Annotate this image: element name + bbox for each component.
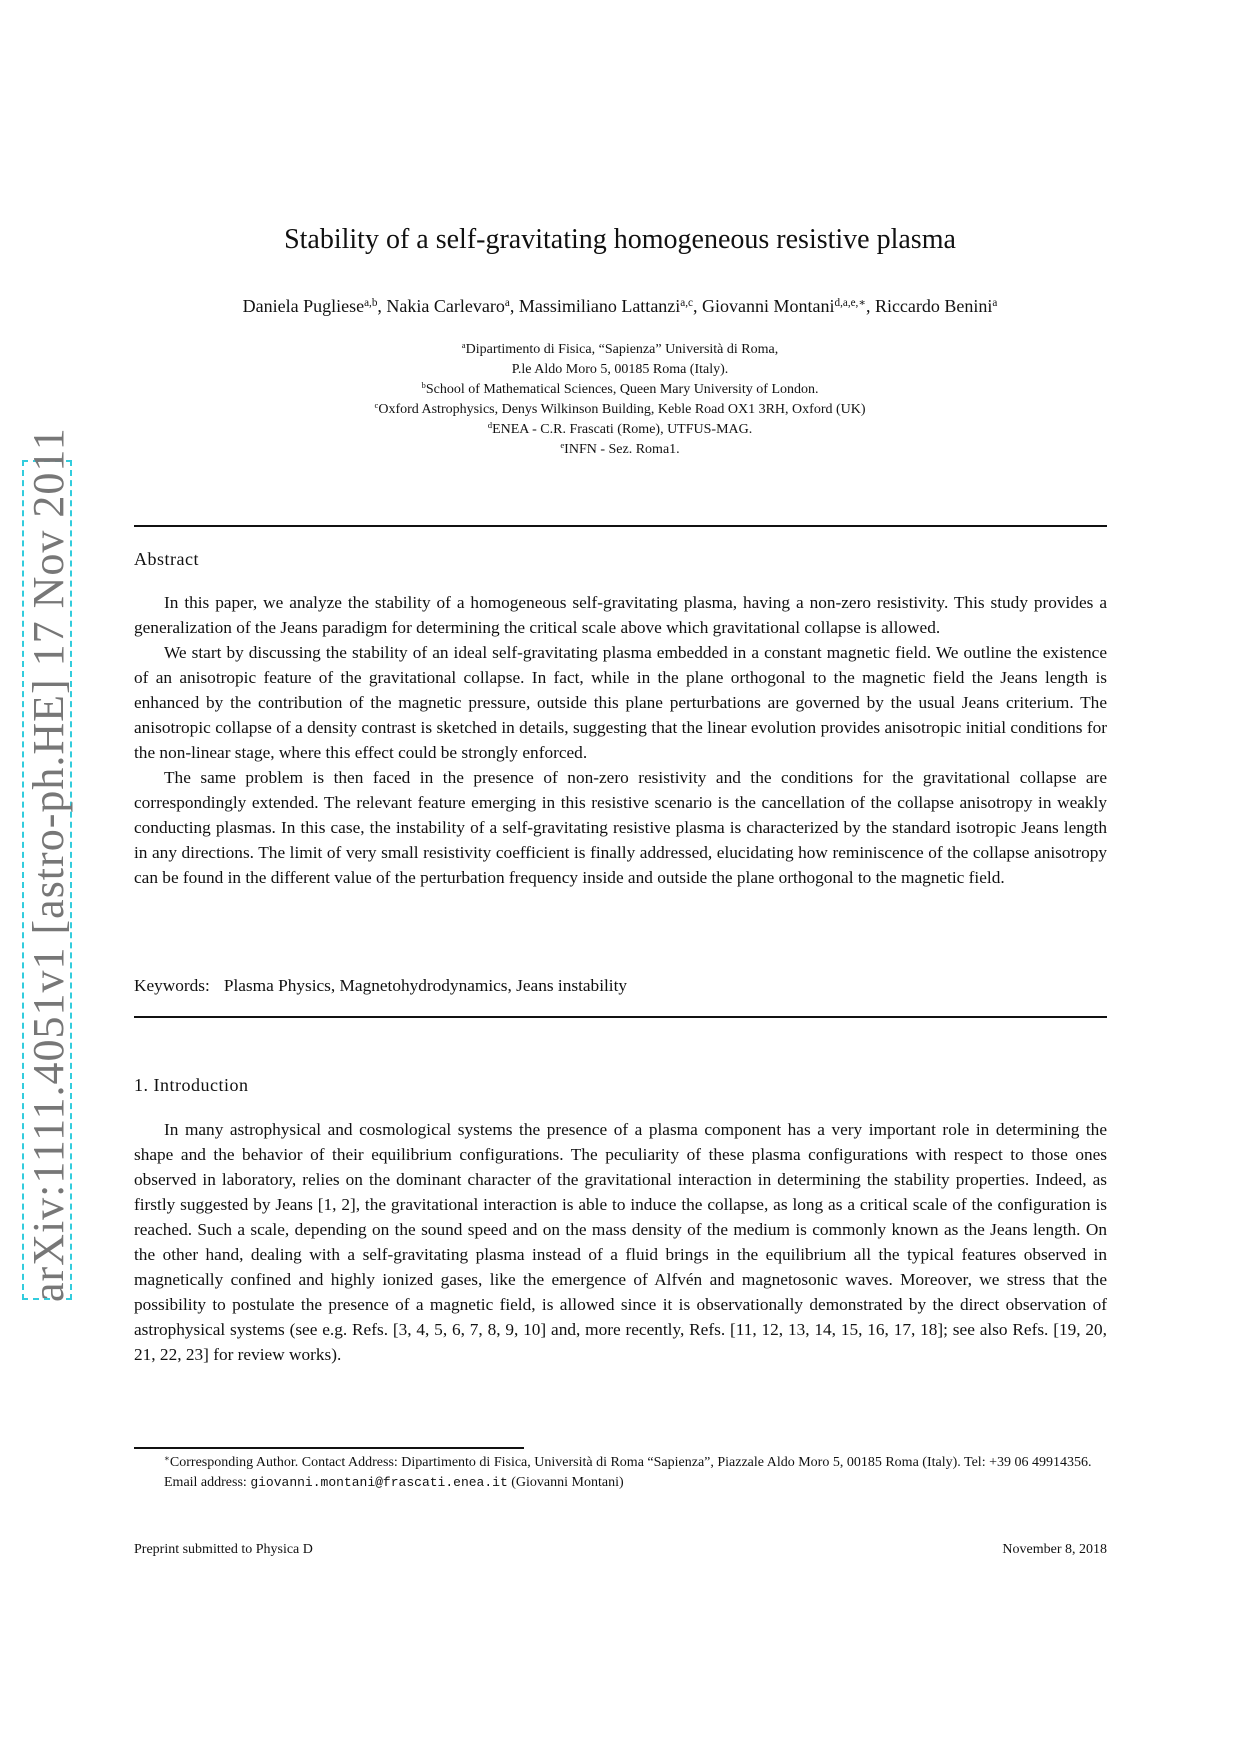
- abstract-paragraph: In this paper, we analyze the stability of a homogeneous self-gravitating plasma, having a non-zero resistivity. This study provides a generalization of the Jeans paradigm for determining the critical scale above which gravitational collapse is allowed.: [134, 593, 1107, 637]
- email-label: Email address:: [164, 1475, 247, 1490]
- abstract-body: [134, 590, 1107, 890]
- author-affiliation-mark: a: [504, 296, 510, 309]
- author: [519, 296, 693, 316]
- author: [875, 296, 997, 316]
- affiliation-line: [0, 400, 1240, 420]
- footnote-mark: ∗: [164, 1453, 170, 1464]
- footer-submitted: Preprint submitted to Physica D: [134, 1542, 313, 1557]
- affiliation-text: ENEA - C.R. Frascati (Rome), UTFUS-MAG.: [492, 422, 753, 437]
- affiliation-mark: d: [487, 420, 493, 431]
- author: [386, 296, 509, 316]
- abstract-paragraph: We start by discussing the stability of an ideal self-gravitating plasma embedded in a constant magnetic field. We outline the existence of an anisotropic feature of the gravitational collapse. In fact, while in the plane orthogonal to the magnetic field the Jeans length is enhanced by the contribution of the magnetic pressure, outside this plane perturbations are governed by the usual Jeans criterium. The anisotropic collapse of a density contrast is sketched in details, suggesting that the linear evolution provides anisotropic initial conditions for the non-linear stage, where this effect could be strongly enforced.: [134, 643, 1107, 762]
- author-affiliation-mark: a,b: [364, 296, 378, 309]
- affiliation-mark: b: [421, 380, 426, 391]
- author-list: Daniela Pugliese$^{a,b}$, Nakia Carlevaro$^a$, Massimiliano Lattanzi$^{a,c}$, Giovanni Montani$^{d,a,e,∗}$, Riccardo Benini$^a$: [242, 296, 998, 316]
- author: [702, 296, 866, 316]
- paper-title: Stability of a self-gravitating homogeneous resistive plasma: [284, 224, 956, 255]
- introduction-body: [134, 1117, 1107, 1367]
- arxiv-stamp-text: arXiv:1111.4051v1 [astro-ph.HE] 17 Nov 2011: [24, 427, 73, 1302]
- author-name: Massimiliano Lattanzi: [518, 296, 681, 316]
- author-name: Daniela Pugliese: [242, 296, 365, 316]
- affiliation-text: School of Mathematical Sciences, Queen Mary University of London.: [425, 382, 819, 397]
- introduction-paragraph: In many astrophysical and cosmological systems the presence of a plasma component has a very important role in determining the shape and the behavior of their equilibrium configurations. The peculiarity of these plasma configurations with respect to those ones observed in laboratory, relies on the dominant character of the gravitational interaction in determining the stability properties. Indeed, as firstly suggested by Jeans [1, 2], the gravitational interaction is able to induce the collapse, as long as a critical scale of the configuration is reached. Such a scale, depending on the sound speed and on the mass density of the medium is commonly known as the Jeans length. On the other hand, dealing with a self-gravitating plasma instead of a fluid brings in the equilibrium all the typical features observed in magnetically confined and highly ionized gases, like the emergence of Alfvén and magnetosonic waves. Moreover, we stress that the possibility to postulate the presence of a magnetic field, is allowed since it is observationally demonstrated by the direct observation of astrophysical systems (see e.g. Refs. [3, 4, 5, 6, 7, 8, 9, 10] and, more recently, Refs. [11, 12, 13, 14, 15, 16, 17, 18]; see also Refs. [19, 20, 21, 22, 23] for review works).: [134, 1120, 1107, 1364]
- affiliation-text: Dipartimento di Fisica, “Sapienza” Università di Roma,: [465, 342, 779, 357]
- affiliation-mark: a: [461, 340, 466, 351]
- arxiv-stamp: [22, 427, 73, 1302]
- footer-date: November 8, 2018: [1002, 1542, 1107, 1557]
- affiliation-text: P.le Aldo Moro 5, 00185 Roma (Italy).: [511, 362, 729, 377]
- author-name: Riccardo Benini: [874, 296, 993, 316]
- affiliation-line: [0, 440, 1240, 460]
- author-name: Nakia Carlevaro: [386, 296, 505, 316]
- abstract-heading: Abstract: [134, 549, 199, 569]
- keywords-text: Plasma Physics, Magnetohydrodynamics, Jeans instability: [223, 976, 628, 995]
- email-owner: (Giovanni Montani): [511, 1475, 624, 1490]
- keywords-label: Keywords:: [134, 976, 210, 995]
- bottom-rule: [134, 1016, 1107, 1018]
- affiliation-mark: e: [560, 440, 565, 451]
- keywords: [134, 976, 627, 996]
- affiliation-line: [0, 420, 1240, 440]
- affiliation-line: [0, 360, 1240, 380]
- email-link[interactable]: giovanni.montani@frascati.enea.it: [250, 1475, 508, 1490]
- affiliation-text: INFN - Sez. Roma1.: [564, 442, 680, 457]
- author-name: Giovanni Montani: [702, 296, 835, 316]
- affiliation-line: [0, 380, 1240, 400]
- author-affiliation-mark: a,c: [680, 296, 693, 309]
- affiliation-mark: c: [374, 400, 379, 411]
- introduction-heading: 1. Introduction: [134, 1075, 249, 1095]
- author-affiliation-mark: d,a,e,∗: [834, 296, 866, 309]
- abstract-paragraph: The same problem is then faced in the presence of non-zero resistivity and the conditions for the gravitational collapse are correspondingly extended. The relevant feature emerging in this resistive scenario is the cancellation of the collapse anisotropy in weakly conducting plasmas. In this case, the instability of a self-gravitating resistive plasma is characterized by the standard isotropic Jeans length in any directions. The limit of very small resistivity coefficient is finally addressed, elucidating how reminiscence of the collapse anisotropy can be found in the different value of the perturbation frequency inside and outside the plane orthogonal to the magnetic field.: [134, 768, 1107, 887]
- affiliations: [0, 340, 1240, 460]
- author: [243, 296, 378, 316]
- footnote-text: Corresponding Author. Contact Address: Dipartimento di Fisica, Università di Roma “Sapienza”, Piazzale Aldo Moro 5, 00185 Roma (Italy). Tel: +39 06 49914356.: [169, 1455, 1092, 1470]
- footnote: [134, 1441, 1107, 1493]
- author-affiliation-mark: a: [992, 296, 998, 309]
- top-rule: [134, 525, 1107, 527]
- affiliation-text: Oxford Astrophysics, Denys Wilkinson Building, Keble Road OX1 3RH, Oxford (UK): [378, 402, 866, 417]
- affiliation-line: [0, 340, 1240, 360]
